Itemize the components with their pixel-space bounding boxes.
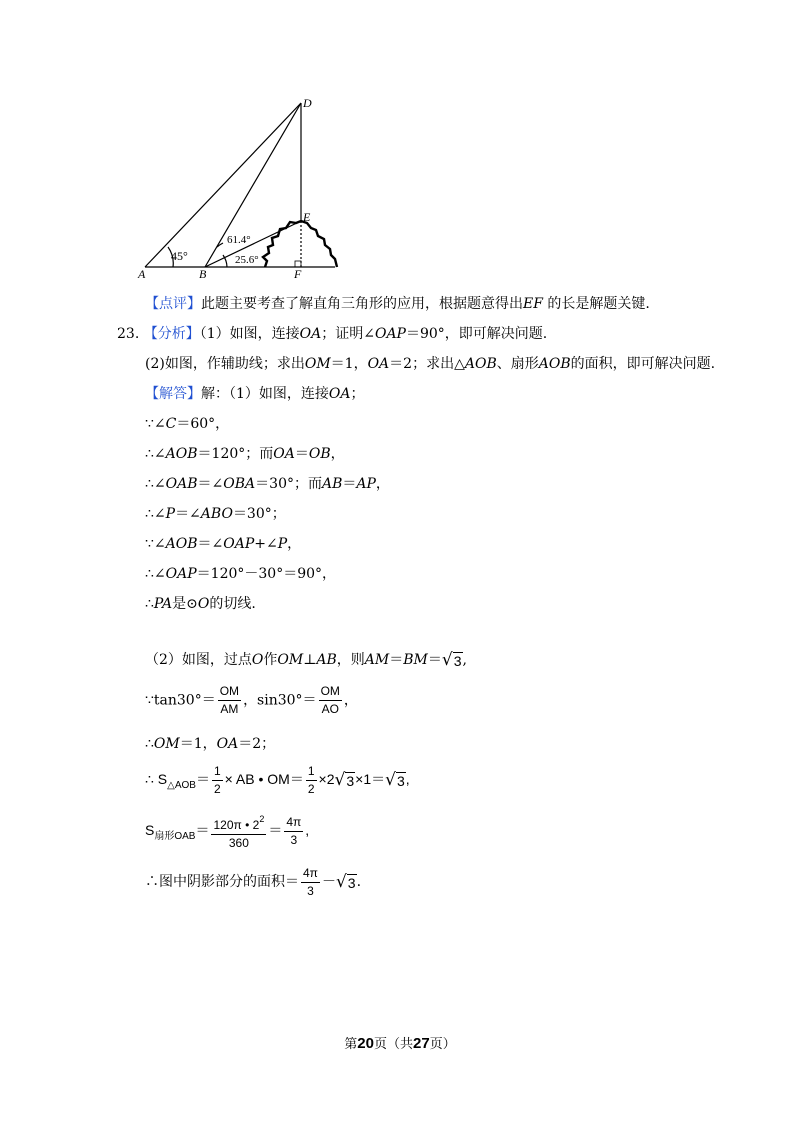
fraction-one-half-2: $\frac{1}{2}$ <box>307 763 315 796</box>
answer-line-5: ∵∠AOB＝∠OAP+∠P， <box>145 536 302 552</box>
review-line: 【点评】此题主要考查了解直角三角形的应用，根据题意得出EF 的长是解题关键. <box>145 296 650 312</box>
fraction-one-half: $\frac{1}{2}$ <box>213 763 221 796</box>
answer-line-3: ∴∠OAB＝∠OBA＝30°；而AB＝AP， <box>145 476 390 492</box>
total-pages: 27 <box>413 1035 430 1052</box>
analysis-line-2: (2)如图，作辅助线；求出OM＝1，OA＝2；求出△AOB、扇形AOB的面积，即可解决问题. <box>145 356 716 372</box>
geometry-figure <box>135 95 365 285</box>
result-line: ∴OM＝1，OA＝2； <box>145 736 276 752</box>
label-e: E <box>303 210 311 224</box>
fraction-om-ao: $\frac{OM}{AO}$ <box>320 684 340 716</box>
line-bd <box>205 103 301 267</box>
page-footer: 第20页（共27页） <box>344 1035 456 1052</box>
sqrt-3: √ 3 <box>441 650 462 670</box>
review-tag: 【点评】 <box>145 296 201 312</box>
answer-line-1: ∵∠C＝60°， <box>145 416 230 432</box>
angle-label-61-4: 61.4° <box>227 234 251 246</box>
sqrt-3-b: √ 3 <box>385 770 405 791</box>
answer-line-6: ∴∠OAP＝120°－30°＝90°， <box>145 566 337 582</box>
fraction-om-am: $\frac{OM}{AM}$ <box>219 684 240 716</box>
angle-label-45: 45° <box>171 249 188 263</box>
trig-line: ∵tan30°＝ $\frac{OM}{AM}$ ，sin30°＝ $\frac{OM}{AO}$ ， <box>145 684 358 716</box>
analysis-tag: 【分析】 <box>143 326 200 342</box>
answer-line-7: ∴PA是⊙O的切线. <box>145 596 256 612</box>
angle-label-25-6: 25.6° <box>235 254 259 266</box>
label-f: F <box>294 267 302 281</box>
question-number: 23. <box>117 326 140 342</box>
triangle-area-line: ∴ $S_{\triangle AOB}=$ $\frac{1}{2}$ × AB • OM＝ $\frac{1}{2}$ ×2 √ 3 ×1＝ √ 3 , <box>145 763 410 796</box>
sqrt-3-a: √ 3 <box>334 770 355 791</box>
sqrt-3-c: √ 3 <box>335 872 356 892</box>
fraction-four-pi-three: $\frac{4\pi}{3}$ <box>286 815 302 847</box>
answer-line-4: ∴∠P＝∠ABO＝30°； <box>145 506 286 522</box>
line-ad <box>145 103 301 267</box>
fraction-four-pi-three-2: $\frac{4\pi}{3}$ <box>303 865 318 898</box>
sector-area-line: $S_{扇形OAB}=$ $\frac{120\pi • 2^2}{360}$ ＝ $\frac{4\pi}{3}$ , <box>145 814 310 850</box>
answer-line-2: ∴∠AOB＝120°；而OA＝OB， <box>145 446 345 462</box>
analysis-line-1: 23. 【分析】（1）如图，连接OA；证明∠OAP＝90°，即可解决问题. <box>117 326 548 342</box>
label-b: B <box>199 267 207 281</box>
shaded-area-line: ∴图中阴影部分的面积＝ $\frac{4\pi}{3}$ － √ 3 . <box>145 865 362 898</box>
answer-tag: 【解答】 <box>145 386 201 402</box>
mountain-outline <box>263 221 337 267</box>
label-d: D <box>303 96 312 110</box>
answer-line-0: 【解答】解：（1）如图，连接OA； <box>145 386 365 402</box>
fraction-sector: $\frac{120\pi • 2^2}{360}$ <box>213 814 265 850</box>
page-number: 20 <box>357 1035 374 1052</box>
label-a: A <box>138 267 146 281</box>
part2-line: （2）如图，过点O作OM⊥AB，则AM＝BM＝ √ 3 , <box>145 650 467 670</box>
